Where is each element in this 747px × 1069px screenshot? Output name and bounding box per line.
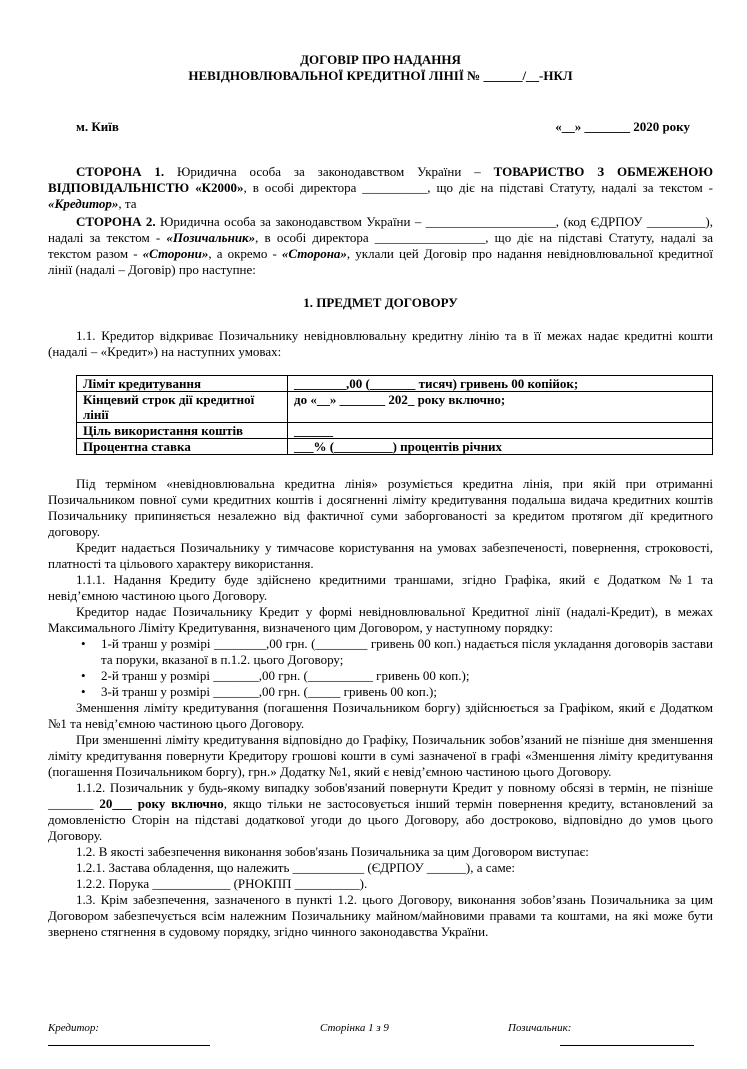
clause-1-1-2-text: 1.1.2. Позичальник у будь-якому випадку зобов'язаний повернути Кредит у повному обсязі в термін, не пізніше _______: [48, 780, 713, 811]
party-2-text: Юридична особа за законодавством України – ____________________, (код ЄДРПОУ _________), надалі за текстом -: [48, 214, 713, 245]
clause-1-3: 1.3. Крім забезпечення, зазначеного в пункті 1.2. цього Договору, виконання зобов’язань Позичальника за цим Договором забезпечується всім належним Позичальнику майном/майновими правами та коштами, на які може бути звернено стягнення в судовому порядку, згідно чинного законодавства України.: [48, 892, 713, 939]
credit-provision: Кредитор надає Позичальнику Кредит у формі невідновлювальної Кредитної лінії (надалі-Кредит), в межах Максимального Ліміту Кредитування, визначеного цим Договором, у наступному порядку:: [48, 604, 713, 635]
credit-terms-table: [76, 375, 713, 455]
limit-reduction: Зменшення ліміту кредитування (погашення Позичальником боргу) здійснюється за Графіком, який є Додатком №1 та невід’ємною частиною цього Договору.: [48, 700, 713, 731]
clause-1-2-2: 1.2.2. Порука ____________ (РНОКПП __________).: [76, 876, 368, 891]
table-cell-label: Ліміт кредитування: [77, 376, 288, 392]
table-cell-label: Ціль використання коштів: [77, 423, 288, 439]
table-cell-value: ___% (_________) процентів річних: [288, 439, 713, 455]
table-row: [77, 376, 713, 392]
party-1-text-3: , та: [118, 196, 137, 211]
footer-creditor: Кредитор:: [48, 1022, 100, 1034]
list-item: • 1-й транш у розмірі ________,00 грн. (________ гривень 00 коп.) надається після укладання договорів застави та поруки, вказаної в п.1.2. цього Договору;: [101, 636, 713, 668]
creditor-signature-line: [48, 1045, 210, 1046]
table-row: [77, 439, 713, 455]
party-2-text-3: , а окремо -: [208, 246, 282, 261]
borrower-signature-line: [560, 1045, 694, 1046]
credit-conditions: Кредит надається Позичальнику у тимчасове користування на умовах забезпеченості, повернення, строковості, платності та цільового характеру використання.: [48, 540, 713, 571]
table-row: [77, 423, 713, 439]
return-deadline: 20___ року включно: [99, 796, 224, 811]
place-date-line: [76, 119, 690, 135]
city: м. Київ: [76, 119, 119, 134]
main-body: [48, 476, 713, 940]
party-1-text-2: , в особі директора __________, що діє на підставі Статуту, надалі за текстом -: [243, 180, 713, 195]
table-row: [77, 392, 713, 423]
table-cell-value: ________,00 (_______ тисяч) гривень 00 копійок;: [288, 376, 713, 392]
contract-date: «__» _______ 2020 року: [555, 119, 690, 134]
table-cell-label: Процентна ставка: [77, 439, 288, 455]
footer-borrower: Позичальник:: [508, 1022, 572, 1034]
party-1-label: СТОРОНА 1.: [76, 164, 165, 179]
party-1-role: «Кредитор»: [48, 196, 119, 211]
list-item: • 3-й транш у розмірі _______,00 грн. (_____ гривень 00 коп.);: [101, 684, 713, 700]
table-cell-value: ______: [288, 423, 713, 439]
tranche-list: [48, 636, 713, 700]
clause-1-1-2: [48, 780, 713, 844]
term-definition: Під терміном «невідновлювальна кредитна лінія» розуміється кредитна лінія, при якій при отриманні Позичальником повної суми кредитних коштів і досягненні ліміту кредитування подальша видача кредитних коштів Позичальнику припиняється незалежно від фактичної суми заборгованості за кредитом протягом дії кредитного договору.: [48, 476, 713, 539]
clause-1-1-1: 1.1.1. Надання Кредиту буде здійснено кредитними траншами, згідно Графіка, який є Додатком №1 та невід’ємною частиною цього Договору.: [48, 572, 713, 603]
limit-reduction-2: При зменшенні ліміту кредитування відповідно до Графіку, Позичальник зобов’язаний не пізніше дня зменшення ліміту кредитування повернути Кредитору грошові кошти в сумі зазначеної в графі «Зменшення ліміту кредитування (погашення Позичальником боргу), грн.» Додатку №1, який є невід’ємною частиною цього Договору.: [48, 732, 713, 779]
party-2-text-4: , уклали цей Договір про надання невідновлювальної кредитної лінії (надалі – Договір) про наступне:: [48, 246, 713, 277]
table-cell-value: до «__» _______ 202_ року включно;: [288, 392, 713, 423]
table-cell-label: Кінцевий строк дії кредитної лінії: [77, 392, 288, 423]
party-2-label: СТОРОНА 2.: [76, 214, 156, 229]
contract-title: ДОГОВІР ПРО НАДАННЯ: [300, 52, 461, 67]
party-1-text: Юридична особа за законодавством України –: [164, 164, 494, 179]
party-1-paragraph: [48, 164, 713, 212]
list-item: • 2-й транш у розмірі _______,00 грн. (__________ гривень 00 коп.);: [101, 668, 713, 684]
clause-1-1: [48, 328, 713, 360]
clause-1-1-text: 1.1. Кредитор відкриває Позичальнику невідновлювальну кредитну лінію та в її межах надає кредитні кошти (надалі – «Кредит») на наступних умовах:: [48, 328, 713, 359]
clause-1-2: 1.2. В якості забезпечення виконання зобов'язань Позичальника за цим Договором виступає:: [76, 844, 589, 859]
party-2-role: «Позичальник»: [166, 230, 256, 245]
parties-term: «Сторони»: [142, 246, 209, 261]
party-2-text-2: , в особі директора _________________, що діє на підставі Статуту, надалі за текстом разом -: [48, 230, 713, 261]
section-1-heading: 1. ПРЕДМЕТ ДОГОВОРУ: [303, 295, 458, 310]
party-1-name: ТОВАРИСТВО З ОБМЕЖЕНОЮ ВІДПОВІДАЛЬНІСТЮ «К2000»: [48, 164, 713, 195]
party-2-paragraph: [48, 214, 713, 278]
clause-1-1-2-text-2: , якщо тільки не застосовується інший термін повернення кредиту, встановлений за домовленістю Сторін на підставі додаткової угоди до цього Договору, або достроково, відповідно до умов цього Договору.: [48, 796, 713, 843]
footer-page-number: Сторінка 1 з 9: [320, 1022, 389, 1034]
contract-subtitle: НЕВІДНОВЛЮВАЛЬНОЇ КРЕДИТНОЇ ЛІНІЇ № ______/__-НКЛ: [188, 68, 573, 83]
party-term: «Сторона»: [281, 246, 347, 261]
clause-1-2-1: 1.2.1. Застава обладення, що належить ___________ (ЄДРПОУ ______), а саме:: [76, 860, 516, 875]
